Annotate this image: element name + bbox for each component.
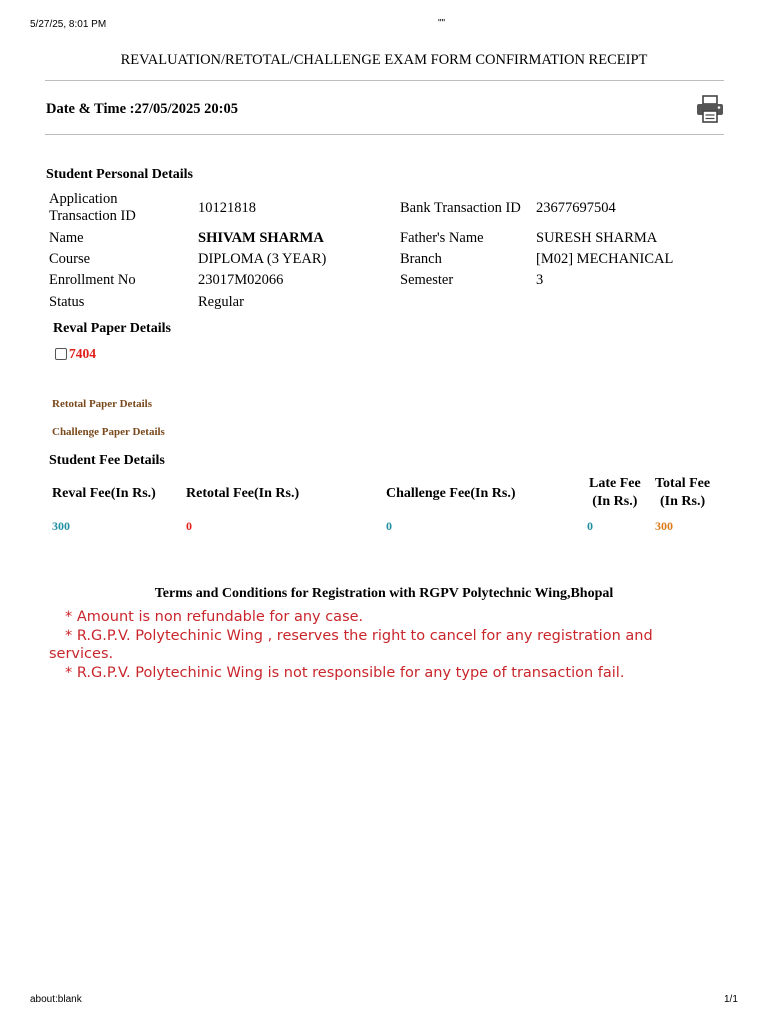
semester-label: Semester: [400, 272, 454, 288]
late-fee-header-line2: (In Rs.): [592, 494, 638, 509]
challenge-fee-header: Challenge Fee(In Rs.): [386, 486, 516, 501]
print-page-count: 1/1: [724, 994, 738, 1005]
total-fee-header-line1: Total Fee: [655, 476, 711, 491]
term-item-2: * R.G.P.V. Polytechinic Wing , reserves the right to cancel for any registration and: [65, 628, 653, 644]
challenge-section-title: Challenge Paper Details: [52, 426, 165, 438]
receipt-title: REVALUATION/RETOTAL/CHALLENGE EXAM FORM CONFIRMATION RECEIPT: [120, 52, 648, 68]
retotal-fee-value: 0: [186, 519, 192, 533]
father-value: SURESH SHARMA: [536, 230, 658, 246]
retotal-fee-header: Retotal Fee(In Rs.): [186, 486, 300, 501]
branch-label: Branch: [400, 251, 442, 267]
app-txn-label-line2: Transaction ID: [49, 208, 136, 224]
reval-fee-header: Reval Fee(In Rs.): [52, 486, 156, 501]
term-item-2-continued: services.: [49, 646, 114, 662]
total-fee-value: 300: [655, 519, 673, 533]
fee-section-title: Student Fee Details: [49, 453, 165, 468]
course-value: DIPLOMA (3 YEAR): [198, 251, 327, 267]
name-label: Name: [49, 230, 84, 246]
receipt-datetime: Date & Time :27/05/2025 20:05: [46, 101, 238, 117]
reval-section-title: Reval Paper Details: [53, 321, 171, 336]
term-item-1: * Amount is non refundable for any case.: [65, 609, 364, 625]
late-fee-value: 0: [587, 519, 593, 533]
reval-paper-code: 7404: [69, 346, 96, 361]
printer-icon[interactable]: [695, 94, 725, 124]
father-label: Father's Name: [400, 230, 484, 246]
retotal-section-title: Retotal Paper Details: [52, 398, 152, 410]
status-value: Regular: [198, 294, 244, 310]
term-item-3: * R.G.P.V. Polytechinic Wing is not responsible for any type of transaction fail.: [65, 665, 625, 681]
print-footer-url: about:blank: [30, 994, 82, 1005]
bank-txn-value: 23677697504: [536, 200, 616, 216]
late-fee-header-line1: Late Fee: [589, 476, 641, 491]
name-value: SHIVAM SHARMA: [198, 230, 324, 246]
late-fee-header: [589, 475, 641, 511]
terms-title: Terms and Conditions for Registration with RGPV Polytechnic Wing,Bhopal: [154, 586, 614, 601]
total-fee-header: [655, 475, 710, 511]
reval-paper-checkbox[interactable]: [55, 348, 67, 360]
semester-value: 3: [536, 272, 544, 288]
challenge-fee-value: 0: [386, 519, 392, 533]
personal-section-title: Student Personal Details: [46, 167, 193, 182]
reval-fee-value: 300: [52, 519, 70, 533]
branch-value: [M02] MECHANICAL: [536, 251, 674, 267]
course-label: Course: [49, 251, 91, 267]
app-txn-label-line1: Application: [49, 191, 118, 207]
total-fee-header-line2: (In Rs.): [659, 494, 706, 509]
enroll-value: 23017M02066: [198, 272, 284, 288]
status-label: Status: [49, 294, 85, 310]
app-txn-value: 10121818: [198, 200, 256, 216]
datetime-divider: [45, 134, 724, 135]
print-tab-title: "": [438, 18, 446, 29]
title-divider: [45, 80, 724, 81]
bank-txn-label: Bank Transaction ID: [400, 200, 521, 216]
app-txn-label: [49, 191, 136, 225]
print-timestamp: 5/27/25, 8:01 PM: [30, 19, 107, 30]
enroll-label: Enrollment No: [49, 272, 136, 288]
